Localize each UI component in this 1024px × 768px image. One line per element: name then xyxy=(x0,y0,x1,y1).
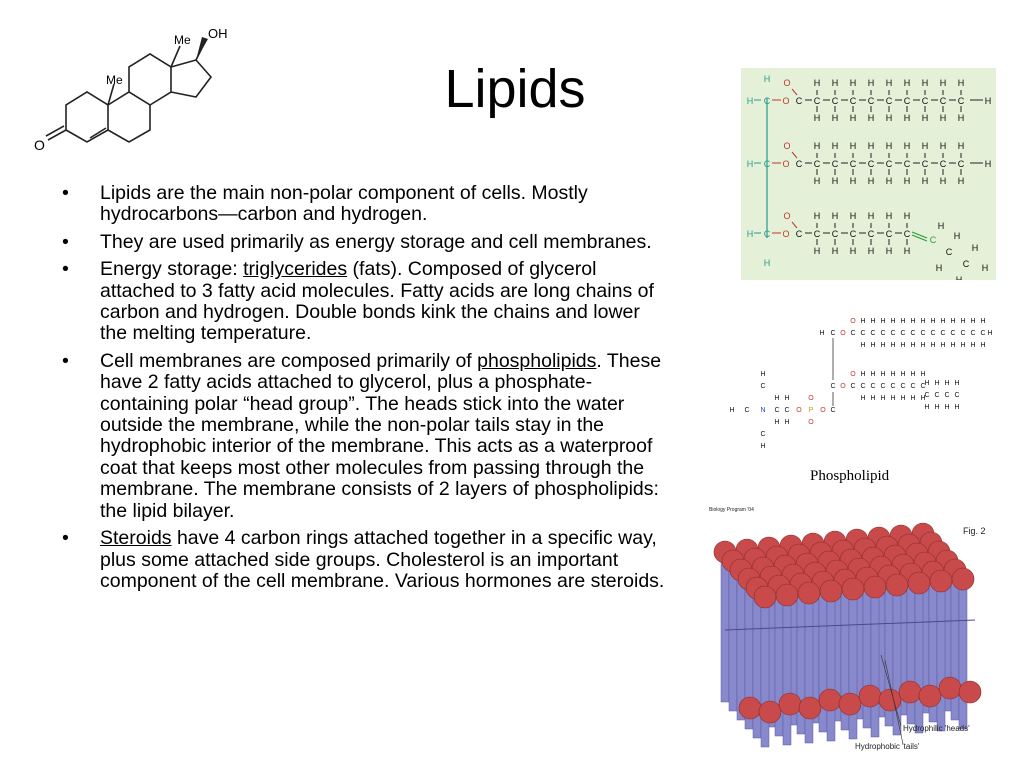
atom-label: H xyxy=(746,229,754,239)
lipid-head xyxy=(886,574,908,596)
atom-label: H xyxy=(860,395,866,402)
atom-label: H xyxy=(937,221,945,231)
atom-label: C xyxy=(957,159,965,169)
bullet-item xyxy=(60,351,670,522)
atom-label: C xyxy=(924,392,930,399)
atom-label: C xyxy=(795,96,803,106)
atom-label: C xyxy=(795,159,803,169)
atom-label: H xyxy=(813,176,821,186)
atom-label: H xyxy=(921,113,929,123)
atom-label: H xyxy=(910,371,916,378)
bullet-text: (fats). Composed of glycerol attached to 3 fatty acid molecules. Fatty acids are long chains of carbon and hydrogen. Double bonds kink the chains and lower the melting temperature. xyxy=(100,258,654,345)
atom-label: H xyxy=(921,78,929,88)
atom-label: H xyxy=(900,318,906,325)
atom-label: H xyxy=(957,176,965,186)
atom-label: C xyxy=(830,330,836,337)
lipid-tail xyxy=(737,570,745,720)
bullet-item xyxy=(60,183,670,226)
atom-label: H xyxy=(849,141,857,151)
atom-label: H xyxy=(885,246,893,256)
atom-label: C xyxy=(934,392,940,399)
atom-label: H xyxy=(920,371,926,378)
atom-label: H xyxy=(885,78,893,88)
atom-label: H xyxy=(763,74,771,84)
atom-label: H xyxy=(944,380,950,387)
atom-label: H xyxy=(944,404,950,411)
atom-label: H xyxy=(784,419,790,426)
atom-label: H xyxy=(903,113,911,123)
bullet-list xyxy=(60,183,670,598)
atom-label: H xyxy=(987,330,993,337)
atom-label: C xyxy=(903,229,911,239)
atom-label: C xyxy=(760,383,766,390)
bullet-text: Lipids are the main non-polar component of cells. Mostly hydrocarbons—carbon and hydrogen. xyxy=(100,182,588,226)
atom-label: H xyxy=(910,342,916,349)
atom-label: H xyxy=(746,96,754,106)
atom-label: H xyxy=(774,419,780,426)
atom-label: C xyxy=(921,159,929,169)
atom-label: C xyxy=(910,383,916,390)
atom-label: H xyxy=(860,318,866,325)
figure-number: Fig. 2 xyxy=(963,526,986,536)
atom-label: H xyxy=(930,318,936,325)
lipid-head xyxy=(879,689,901,711)
atom-label: H xyxy=(849,211,857,221)
atom-label: H xyxy=(935,263,943,273)
atom-label: H xyxy=(819,330,825,337)
atom-label: H xyxy=(980,342,986,349)
atom-label: H xyxy=(921,141,929,151)
lipid-head xyxy=(864,576,886,598)
lipid-tail xyxy=(827,591,835,741)
triglyceride-diagram xyxy=(741,68,996,280)
atom-label: H xyxy=(924,404,930,411)
bullet-text: . These have 2 fatty acids attached to glycerol, plus a phosphate-containing polar “head group”. The heads stick into the water outside the membrane, while the non-polar tails stay in the hydrophobic interior of the membrane. This acts as a waterproof coat that keeps most other molecules from passing through the membrane. The membrane consists of 2 layers of phospholipids: the lipid bilayer. xyxy=(100,349,662,522)
atom-label: H xyxy=(950,342,956,349)
atom-label: C xyxy=(939,96,947,106)
atom-label: H xyxy=(880,342,886,349)
atom-label: H xyxy=(920,342,926,349)
atom-label: C xyxy=(860,330,866,337)
atom-label: H xyxy=(813,141,821,151)
atom-label: O xyxy=(840,330,846,337)
methyl-label-a: Me xyxy=(106,73,123,87)
atom-label: C xyxy=(849,229,857,239)
atom-label: C xyxy=(831,159,839,169)
atom-label: O xyxy=(782,229,790,239)
atom-label: C xyxy=(850,330,856,337)
lipid-tail xyxy=(915,583,923,733)
atom-label: C xyxy=(860,383,866,390)
lipid-head xyxy=(939,677,961,699)
lipid-tail xyxy=(761,597,769,747)
phospholipid-caption: Phospholipid xyxy=(810,468,890,484)
bullet-text: have 4 carbon rings attached together in a specific way, plus some attached side groups. Cholesterol is an important component of the cell membrane. Various hormones are steroids. xyxy=(100,527,665,592)
atom-label: C xyxy=(763,159,771,169)
atom-label: H xyxy=(903,78,911,88)
atom-label: H xyxy=(831,113,839,123)
bullet-item xyxy=(60,528,670,592)
atom-label: H xyxy=(849,246,857,256)
underlined-term: phospholipids xyxy=(477,349,597,372)
atom-label: C xyxy=(962,259,970,269)
atom-label: C xyxy=(950,330,956,337)
lipid-tail xyxy=(871,587,879,737)
ketone-label: O xyxy=(34,137,45,153)
atom-label: C xyxy=(813,229,821,239)
atom-label: H xyxy=(903,141,911,151)
lipid-tail xyxy=(849,589,857,739)
atom-label: C xyxy=(921,96,929,106)
atom-label: H xyxy=(885,211,893,221)
atom-label: C xyxy=(850,383,856,390)
atom-label: H xyxy=(729,407,735,414)
atom-label: C xyxy=(940,330,946,337)
atom-label: H xyxy=(885,176,893,186)
atom-label: H xyxy=(885,141,893,151)
atom-label: H xyxy=(867,78,875,88)
atom-label: C xyxy=(870,383,876,390)
lipid-head xyxy=(799,697,821,719)
atom-label: O xyxy=(850,371,856,378)
atom-label: H xyxy=(970,318,976,325)
methyl-label-b: Me xyxy=(174,33,191,47)
lipid-head xyxy=(908,572,930,594)
lipid-head xyxy=(779,693,801,715)
atom-label: H xyxy=(831,211,839,221)
hydroxyl-label: OH xyxy=(208,26,228,41)
atom-label: O xyxy=(850,318,856,325)
atom-label: C xyxy=(760,431,766,438)
atom-label: H xyxy=(867,246,875,256)
atom-label: C xyxy=(920,383,926,390)
bullet-text: Cell membranes are composed primarily of xyxy=(100,349,478,372)
atom-label: H xyxy=(870,371,876,378)
atom-label: O xyxy=(782,159,790,169)
atom-label: C xyxy=(930,330,936,337)
underlined-term: triglycerides xyxy=(243,258,348,281)
atom-label: O xyxy=(783,211,791,221)
lipid-bilayer-figure xyxy=(705,500,1005,762)
slide-title: Lipids xyxy=(444,59,586,119)
atom-label: H xyxy=(880,395,886,402)
atom-label: H xyxy=(920,318,926,325)
atom-label: O xyxy=(782,96,790,106)
atom-label: C xyxy=(831,96,839,106)
atom-label: H xyxy=(940,342,946,349)
atom-label: H xyxy=(900,371,906,378)
atom-label: C xyxy=(867,229,875,239)
atom-label: C xyxy=(900,383,906,390)
atom-label: H xyxy=(970,342,976,349)
underlined-term: Steroids xyxy=(100,527,172,550)
atom-label: C xyxy=(795,229,803,239)
atom-label: C xyxy=(813,96,821,106)
atom-label: H xyxy=(870,342,876,349)
atom-label: H xyxy=(831,78,839,88)
atom-label: C xyxy=(774,407,780,414)
atom-label: H xyxy=(885,113,893,123)
figure-credit: Biology Program '04 xyxy=(709,507,754,513)
atom-label: C xyxy=(945,247,953,257)
atom-label: C xyxy=(970,330,976,337)
atom-label: H xyxy=(903,211,911,221)
lipid-head xyxy=(739,697,761,719)
atom-label: C xyxy=(830,383,836,390)
atom-label: H xyxy=(957,78,965,88)
atom-label: H xyxy=(934,404,940,411)
atom-label: H xyxy=(763,258,771,268)
atom-label: C xyxy=(849,96,857,106)
lipid-head xyxy=(759,701,781,723)
atom-label: C xyxy=(830,407,836,414)
atom-label: H xyxy=(867,113,875,123)
atom-label: C xyxy=(960,330,966,337)
hydrophilic-heads-label: Hydrophilic 'heads' xyxy=(903,724,970,733)
lipid-head xyxy=(899,681,921,703)
atom-label: O xyxy=(783,141,791,151)
atom-label: C xyxy=(957,96,965,106)
atom-label: C xyxy=(885,229,893,239)
atom-label: H xyxy=(984,159,992,169)
atom-label: C xyxy=(903,96,911,106)
atom-label: H xyxy=(903,176,911,186)
atom-label: H xyxy=(940,318,946,325)
atom-label: C xyxy=(944,392,950,399)
lipid-head xyxy=(919,685,941,707)
atom-label: O xyxy=(783,78,791,88)
atom-label: H xyxy=(831,141,839,151)
atom-label: C xyxy=(870,330,876,337)
atom-label: H xyxy=(910,395,916,402)
lipid-tail xyxy=(721,552,729,702)
atom-label: C xyxy=(900,330,906,337)
lipid-head xyxy=(798,582,820,604)
atom-label: C xyxy=(763,96,771,106)
lipid-head xyxy=(859,685,881,707)
atom-label: H xyxy=(867,141,875,151)
atom-label: C xyxy=(910,330,916,337)
atom-label: H xyxy=(953,231,961,241)
atom-label: C xyxy=(890,383,896,390)
atom-label: H xyxy=(984,96,992,106)
atom-label: C xyxy=(920,330,926,337)
atom-label: H xyxy=(760,371,766,378)
lipid-head xyxy=(930,570,952,592)
atom-label: H xyxy=(960,318,966,325)
atom-label: H xyxy=(890,371,896,378)
atom-label: H xyxy=(813,113,821,123)
atom-label: C xyxy=(929,235,937,245)
atom-label: H xyxy=(867,176,875,186)
atom-label: C xyxy=(890,330,896,337)
lipid-head xyxy=(842,578,864,600)
atom-label: H xyxy=(939,113,947,123)
atom-label: C xyxy=(831,229,839,239)
atom-label: H xyxy=(849,113,857,123)
atom-label: H xyxy=(900,342,906,349)
atom-label: H xyxy=(934,380,940,387)
lipid-head xyxy=(819,689,841,711)
atom-label: H xyxy=(939,141,947,151)
atom-label: H xyxy=(910,318,916,325)
bullet-text: Energy storage: xyxy=(100,258,244,281)
atom-label: C xyxy=(784,407,790,414)
lipid-tail xyxy=(729,561,737,711)
atom-label: H xyxy=(849,78,857,88)
atom-label: N xyxy=(760,407,766,414)
atom-label: H xyxy=(890,395,896,402)
lipid-head xyxy=(820,580,842,602)
atom-label: H xyxy=(980,318,986,325)
atom-label: H xyxy=(813,211,821,221)
lipid-tail xyxy=(937,581,945,731)
atom-label: C xyxy=(903,159,911,169)
lipid-head xyxy=(952,568,974,590)
atom-label: H xyxy=(870,318,876,325)
atom-label: H xyxy=(890,318,896,325)
atom-label: H xyxy=(920,395,926,402)
lipid-head xyxy=(839,693,861,715)
atom-label: H xyxy=(900,395,906,402)
atom-label: H xyxy=(954,404,960,411)
atom-label: C xyxy=(849,159,857,169)
atom-label: H xyxy=(760,443,766,450)
atom-label: H xyxy=(955,275,963,280)
atom-label: H xyxy=(813,78,821,88)
atom-label: H xyxy=(939,78,947,88)
lipid-tail xyxy=(805,593,813,743)
atom-label: C xyxy=(880,383,886,390)
atom-label: H xyxy=(746,159,754,169)
atom-label: C xyxy=(980,330,986,337)
atom-label: C xyxy=(867,159,875,169)
steroid-structure xyxy=(30,22,270,157)
atom-label: C xyxy=(813,159,821,169)
atom-label: H xyxy=(954,380,960,387)
atom-label: H xyxy=(957,113,965,123)
atom-label: H xyxy=(880,318,886,325)
atom-label: C xyxy=(885,159,893,169)
lipid-head xyxy=(776,584,798,606)
atom-label: H xyxy=(880,371,886,378)
atom-label: C xyxy=(885,96,893,106)
atom-label: H xyxy=(831,176,839,186)
atom-label: H xyxy=(921,176,929,186)
atom-label: C xyxy=(867,96,875,106)
lipid-tail xyxy=(959,579,967,729)
atom-label: P xyxy=(808,407,814,414)
atom-label: H xyxy=(924,380,930,387)
atom-label: C xyxy=(744,407,750,414)
atom-label: H xyxy=(957,141,965,151)
atom-label: H xyxy=(813,246,821,256)
lipid-head xyxy=(959,681,981,703)
atom-label: O xyxy=(840,383,846,390)
atom-label: H xyxy=(860,371,866,378)
atom-label: H xyxy=(981,263,989,273)
atom-label: H xyxy=(890,342,896,349)
atom-label: H xyxy=(774,395,780,402)
atom-label: H xyxy=(867,211,875,221)
atom-label: H xyxy=(903,246,911,256)
atom-label: O xyxy=(808,419,814,426)
bullet-item xyxy=(60,259,670,345)
atom-label: H xyxy=(939,176,947,186)
atom-label: C xyxy=(763,229,771,239)
phospholipid-diagram xyxy=(722,312,1002,457)
atom-label: H xyxy=(784,395,790,402)
atom-label: O xyxy=(820,407,826,414)
atom-label: H xyxy=(849,176,857,186)
atom-label: H xyxy=(860,342,866,349)
atom-label: C xyxy=(880,330,886,337)
atom-label: O xyxy=(808,395,814,402)
atom-label: O xyxy=(796,407,802,414)
atom-label: C xyxy=(954,392,960,399)
atom-label: H xyxy=(831,246,839,256)
bullet-text: They are used primarily as energy storage and cell membranes. xyxy=(100,230,652,253)
bullet-item xyxy=(60,232,670,253)
atom-label: H xyxy=(930,342,936,349)
atom-label: C xyxy=(939,159,947,169)
lipid-head xyxy=(754,586,776,608)
lipid-tail xyxy=(783,595,791,745)
atom-label: H xyxy=(971,243,979,253)
atom-label: H xyxy=(950,318,956,325)
atom-label: H xyxy=(870,395,876,402)
hydrophobic-tails-label: Hydrophobic 'tails' xyxy=(855,742,920,751)
atom-label: H xyxy=(960,342,966,349)
